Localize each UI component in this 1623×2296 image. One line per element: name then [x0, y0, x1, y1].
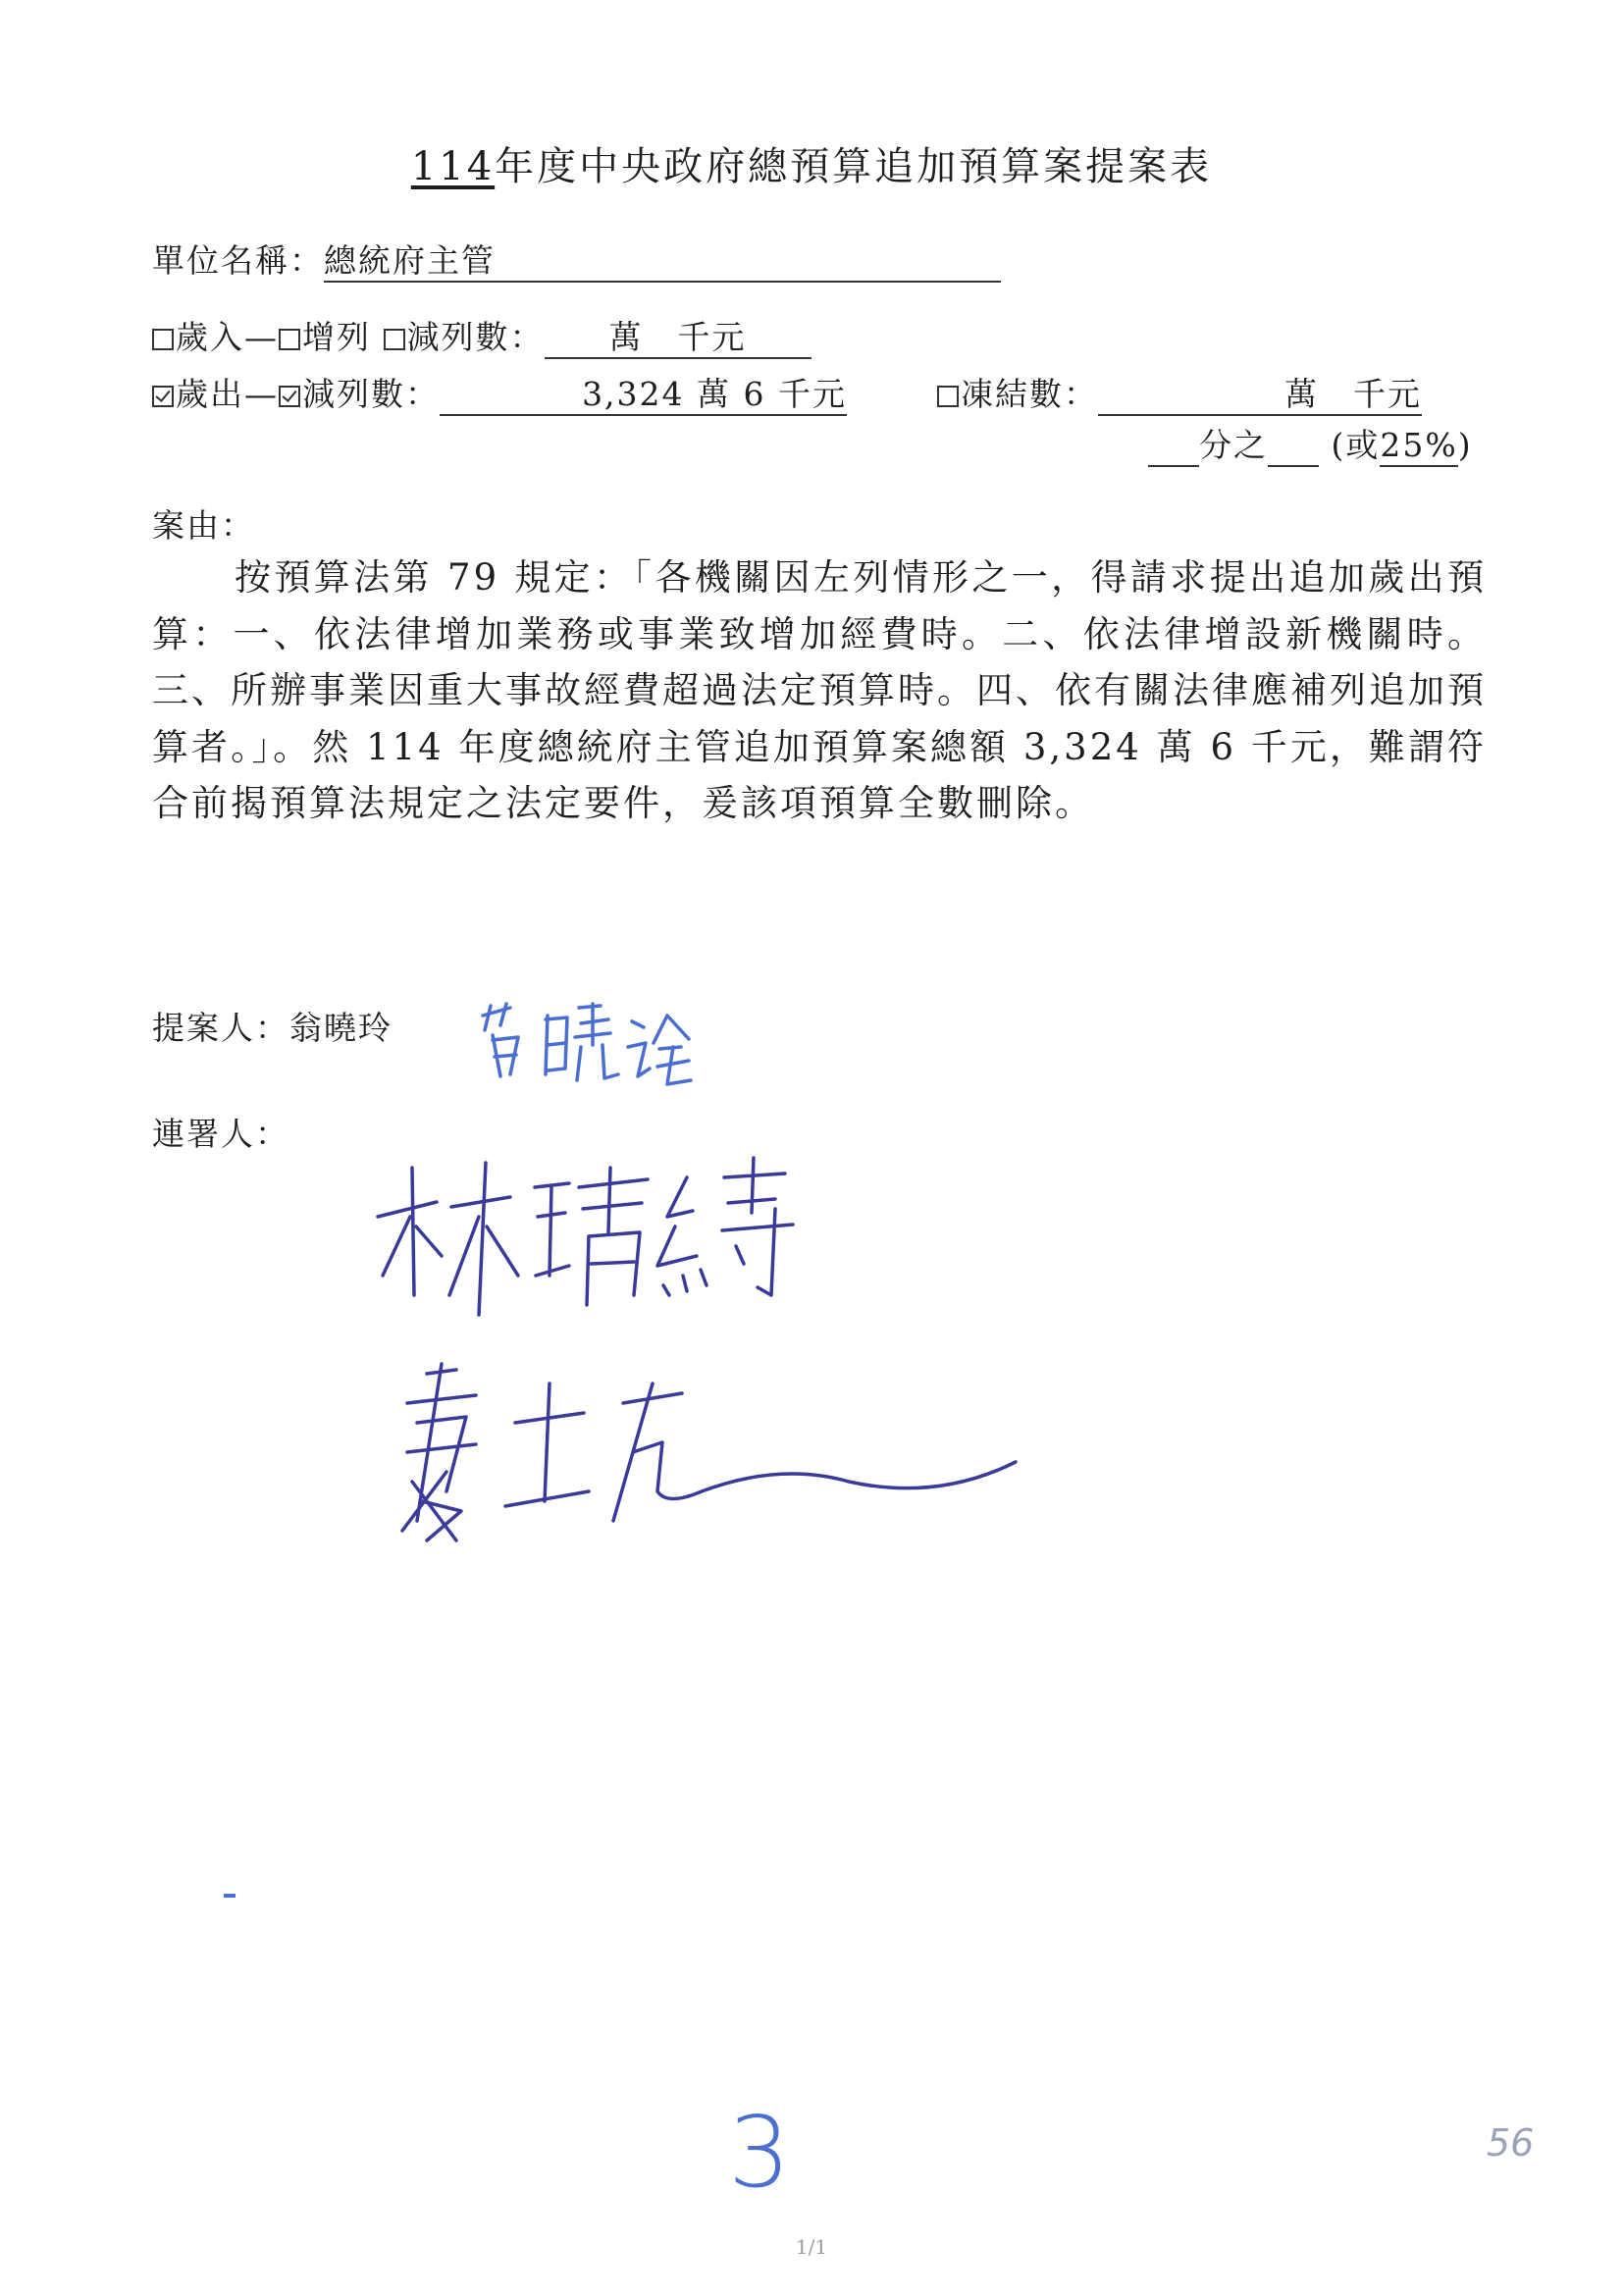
ratio-close: ): [1457, 426, 1473, 464]
proposer-row: [152, 1003, 393, 1049]
expenditure-decrease-label: 減列數：: [302, 375, 440, 413]
revenue-prefix: 歲入—: [176, 318, 279, 356]
form-title-text: 年度中央政府總預算追加預算案提案表: [495, 144, 1213, 189]
expenditure-decrease-checkbox[interactable]: [279, 386, 300, 407]
form-title-year: 114: [410, 144, 496, 189]
proposer-label: 提案人：: [152, 1009, 289, 1047]
reason-label: 案由：: [152, 506, 255, 545]
ratio-word: 分之: [1199, 426, 1268, 464]
ink-dot: [224, 1894, 236, 1898]
ratio-blank-1: [1148, 425, 1199, 467]
cosigner-signature-2: [388, 1344, 1025, 1570]
freeze-amount-field: 萬 千元: [1098, 374, 1422, 416]
form-title: [0, 135, 1623, 191]
revenue-row: [152, 312, 812, 359]
revenue-checkbox[interactable]: [152, 329, 174, 350]
freeze-group: [937, 369, 1422, 416]
cosigner-signature-1: [363, 1148, 834, 1344]
revenue-decrease-checkbox[interactable]: [384, 329, 405, 350]
footer-page-number: 1/1: [795, 2235, 828, 2259]
expenditure-prefix: 歲出—: [176, 375, 279, 413]
freeze-checkbox[interactable]: [937, 386, 959, 407]
cosigner-label: 連署人：: [152, 1115, 289, 1153]
ratio-percent: 25%: [1380, 425, 1457, 467]
corner-mark: 56: [1487, 2121, 1535, 2165]
unit-label: 單位名稱：: [152, 241, 324, 280]
expenditure-checkbox[interactable]: [152, 386, 174, 407]
revenue-amount-field: 萬 千元: [545, 317, 812, 359]
revenue-decrease-label: 減列數：: [406, 318, 545, 356]
ratio-blank-2: [1268, 425, 1319, 467]
ratio-open: (或: [1331, 426, 1381, 464]
unit-row: [152, 235, 1001, 283]
expenditure-row: [152, 369, 847, 416]
revenue-increase-checkbox[interactable]: [279, 329, 300, 350]
proposer-name: 翁曉玲: [289, 1009, 393, 1047]
freeze-label: 凍結數：: [961, 375, 1098, 413]
ratio-row: [1148, 420, 1473, 467]
revenue-increase-label: 增列: [302, 318, 371, 356]
expenditure-amount-field: 3,324 萬 6 千元: [440, 374, 847, 416]
reason-body: 按預算法第 79 規定：「各機關因左列情形之一，得請求提出追加歲出預算：一、依法律增加業務或事業致增加經費時。二、依法律增設新機關時。三、所辦事業因重大事故經費超過法定預算時。四、依有關法律應補列追加預算者。」。然 114 年度總統府主管追加預算案總額 3,324 萬 6 千元，難謂符合前揭預算法規定之法定要件，爰該項預算全數刪除。: [152, 556, 1487, 824]
proposer-signature: [471, 986, 726, 1094]
unit-value: 總統府主管: [324, 240, 1001, 283]
page-mark: 3: [728, 2095, 791, 2210]
